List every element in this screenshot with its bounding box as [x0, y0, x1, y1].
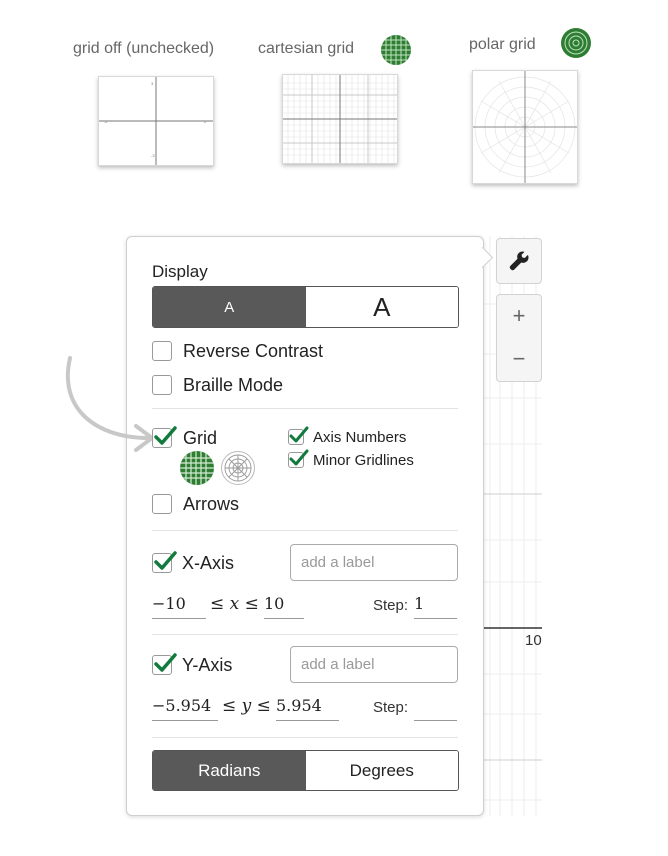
y-min-input[interactable]: −5.954 [152, 696, 218, 721]
small-font-option[interactable]: A [153, 287, 306, 327]
minor-gridlines-label: Minor Gridlines [313, 452, 414, 469]
x-max-input[interactable]: 10 [264, 594, 304, 619]
degrees-option[interactable]: Degrees [306, 751, 459, 790]
arrows-checkbox[interactable] [152, 494, 172, 514]
x-range-operator: ≤ x ≤ [210, 594, 259, 614]
thumbnail-grid-off [98, 76, 214, 166]
y-step-input[interactable] [414, 696, 457, 721]
polar-grid-option[interactable] [221, 451, 255, 485]
zoom-out-button[interactable]: − [496, 337, 542, 382]
axes-only-graph-icon [99, 77, 213, 165]
x-step-label: Step: [373, 597, 409, 614]
divider [152, 634, 458, 635]
y-range-operator: ≤ y ≤ [222, 696, 271, 716]
divider [152, 408, 458, 409]
cartesian-graph-icon [283, 75, 397, 163]
wrench-icon [508, 250, 530, 272]
grid-label: Grid [183, 428, 218, 448]
thumb-label-grid-off: grid off (unchecked) [73, 40, 215, 57]
reverse-contrast-label: Reverse Contrast [183, 341, 324, 361]
y-max-input[interactable]: 5.954 [276, 696, 339, 721]
checkmark-icon [288, 425, 310, 445]
x-min-input[interactable]: −10 [152, 594, 206, 619]
radians-option[interactable]: Radians [153, 751, 306, 790]
curved-arrow-annotation [58, 350, 158, 460]
checkmark-icon [152, 549, 178, 573]
divider [152, 530, 458, 531]
y-step-label: Step: [373, 699, 409, 716]
thumbnail-cartesian-grid [282, 74, 398, 164]
display-title: Display [152, 262, 208, 281]
checkmark-icon [288, 448, 310, 468]
checkmark-icon [152, 424, 178, 448]
thumb-label-polar: polar grid [469, 36, 536, 53]
polar-grid-icon [561, 28, 591, 58]
braille-mode-label: Braille Mode [183, 375, 284, 395]
cartesian-grid-icon [180, 451, 214, 485]
divider [152, 737, 458, 738]
zoom-in-button[interactable]: + [496, 294, 542, 338]
svg-text:3: 3 [151, 81, 154, 86]
svg-text:2: 2 [204, 119, 207, 124]
thumb-label-cartesian: cartesian grid [258, 40, 355, 57]
cartesian-grid-option[interactable] [180, 451, 214, 485]
polar-grid-icon [222, 452, 254, 484]
checkmark-icon [152, 651, 178, 675]
axis-numbers-label: Axis Numbers [313, 429, 407, 446]
polar-graph-icon [473, 71, 577, 183]
x-axis-label: X-Axis [182, 553, 235, 573]
x-axis-tick-label: 10 [525, 632, 542, 649]
svg-text:-3: -3 [151, 153, 155, 158]
arrows-label: Arrows [183, 494, 240, 514]
y-axis-label-input[interactable]: add a label [290, 646, 458, 683]
settings-button[interactable] [496, 238, 542, 284]
y-axis-label: Y-Axis [182, 655, 233, 675]
thumbnail-polar-grid [472, 70, 578, 184]
large-font-option[interactable]: A [306, 287, 459, 327]
svg-text:-2: -2 [104, 119, 108, 124]
x-axis-label-input[interactable]: add a label [290, 544, 458, 581]
cartesian-grid-icon [381, 35, 411, 65]
angle-mode-toggle [152, 750, 459, 791]
x-step-input[interactable]: 1 [414, 594, 457, 619]
font-size-toggle [152, 286, 459, 328]
